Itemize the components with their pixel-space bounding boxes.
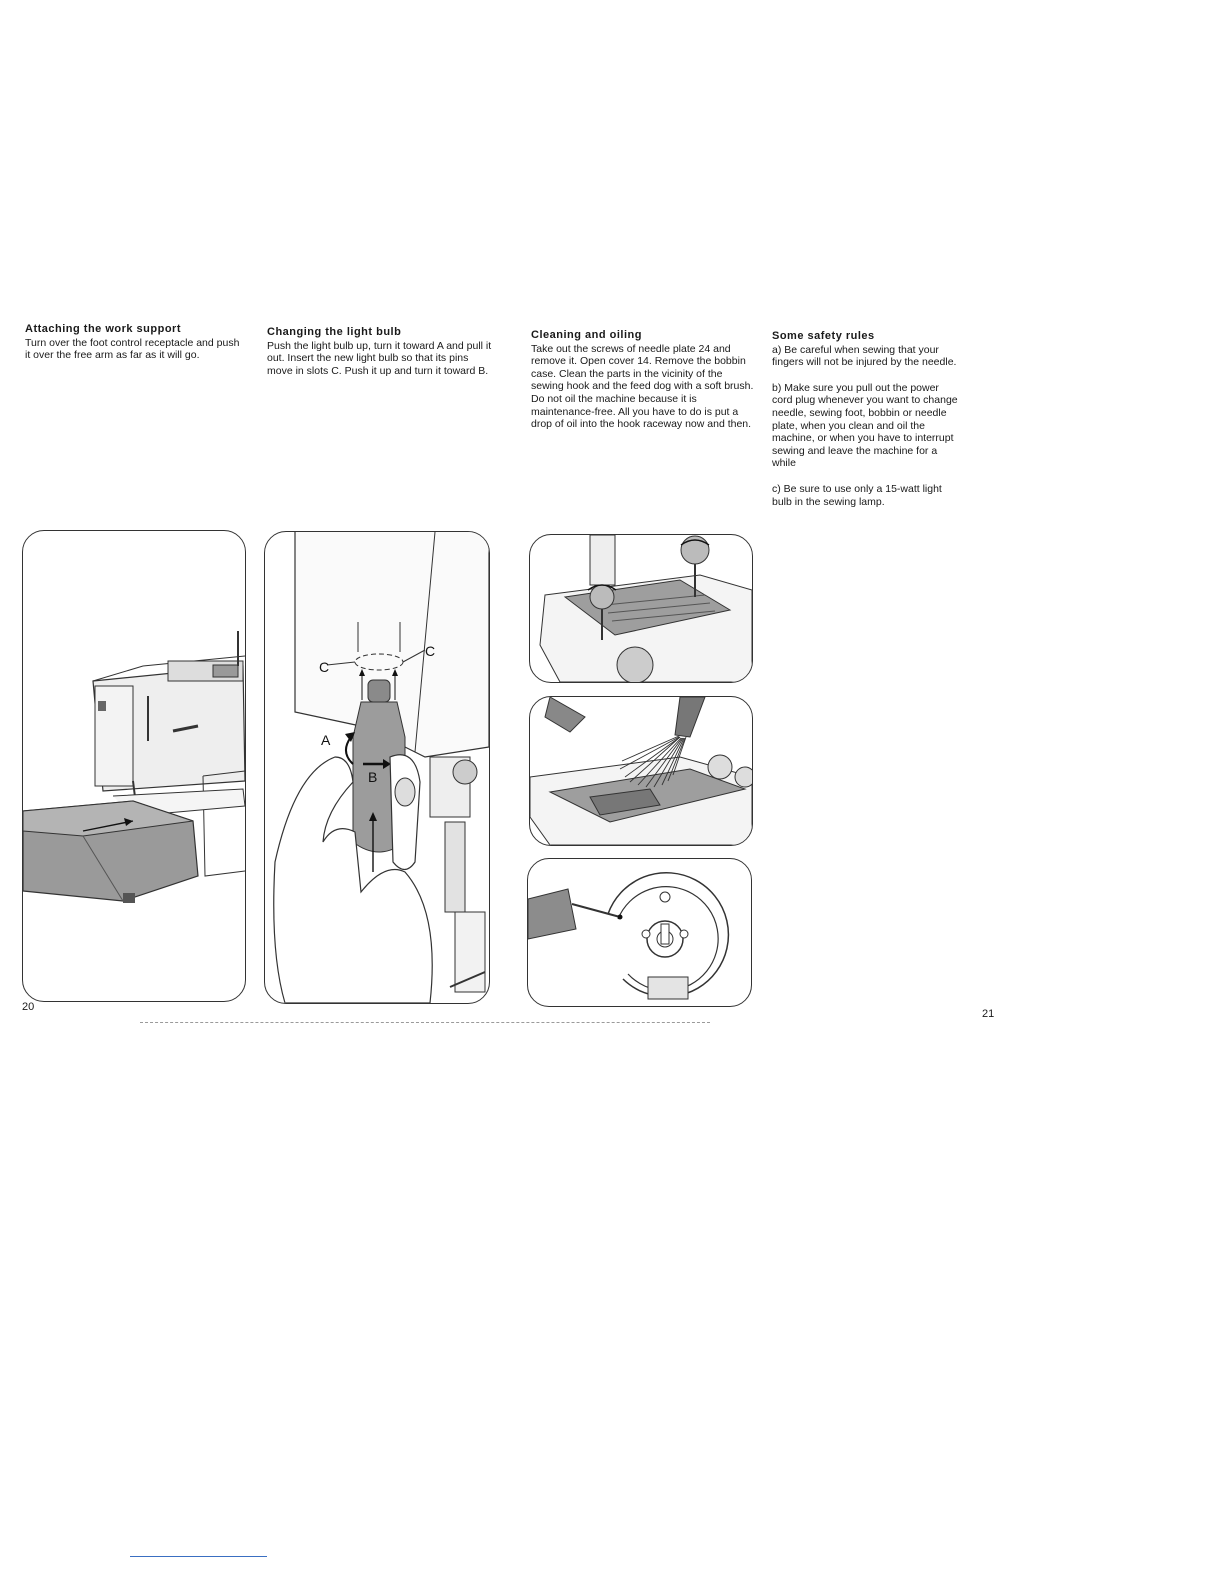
column-cleaning	[531, 329, 755, 431]
oiling-illustration	[528, 859, 751, 1006]
heading-cleaning: Cleaning and oiling	[531, 329, 642, 341]
label-b: B	[368, 769, 378, 785]
safety-rule-b: b) Make sure you pull out the power cord plug whenever you want to change needle, sewing foot, bobbin or needle plate, when you clean and oil the machine, or when you have to interrupt sewing and leave the machine for a while	[772, 381, 958, 470]
figure-work-support	[22, 530, 246, 1002]
label-c-left: C	[319, 659, 330, 675]
sewing-machine-illustration	[23, 531, 245, 1001]
safety-rule-c: c) Be sure to use only a 15-watt light bulb in the sewing lamp.	[772, 482, 942, 508]
safety-rule-a: a) Be careful when sewing that your fingers will not be injured by the needle.	[772, 343, 957, 369]
label-a: A	[321, 732, 331, 748]
heading-light-bulb: Changing the light bulb	[267, 326, 402, 338]
text-light-bulb: Push the light bulb up, turn it toward A and pull it out. Insert the new light bulb so that its pins move in slots C. Push it up and turn it toward B.	[267, 339, 492, 377]
heading-work-support: Attaching the work support	[25, 323, 181, 335]
column-light-bulb	[267, 326, 492, 377]
brush-illustration	[530, 697, 752, 845]
page-number-right: 21	[982, 1008, 995, 1020]
text-cleaning-2: Do not oil the machine because it is maintenance-free. All you have to do is put a drop of oil into the hook raceway now and then.	[531, 392, 752, 431]
figure-needle-plate	[529, 534, 753, 683]
light-bulb-illustration	[265, 532, 489, 1003]
scan-fold-line	[140, 1022, 710, 1023]
needle-plate-illustration	[530, 535, 752, 682]
figure-light-bulb	[264, 531, 490, 1004]
label-c-right: C	[425, 643, 436, 659]
text-work-support: Turn over the foot control receptacle and push it over the free arm as far as it will go.	[25, 336, 240, 362]
column-safety	[772, 330, 962, 508]
bottom-rule	[130, 1556, 267, 1557]
column-work-support	[25, 323, 243, 362]
text-cleaning-1: Take out the screws of needle plate 24 and remove it. Open cover 14. Remove the bobbin case. Clean the parts in the vicinity of the sewing hook and the feed dog with a soft brush.	[531, 342, 754, 393]
heading-safety: Some safety rules	[772, 330, 875, 342]
page-number-left: 20	[22, 1001, 35, 1013]
figure-oiling	[527, 858, 752, 1007]
figure-brush	[529, 696, 753, 846]
